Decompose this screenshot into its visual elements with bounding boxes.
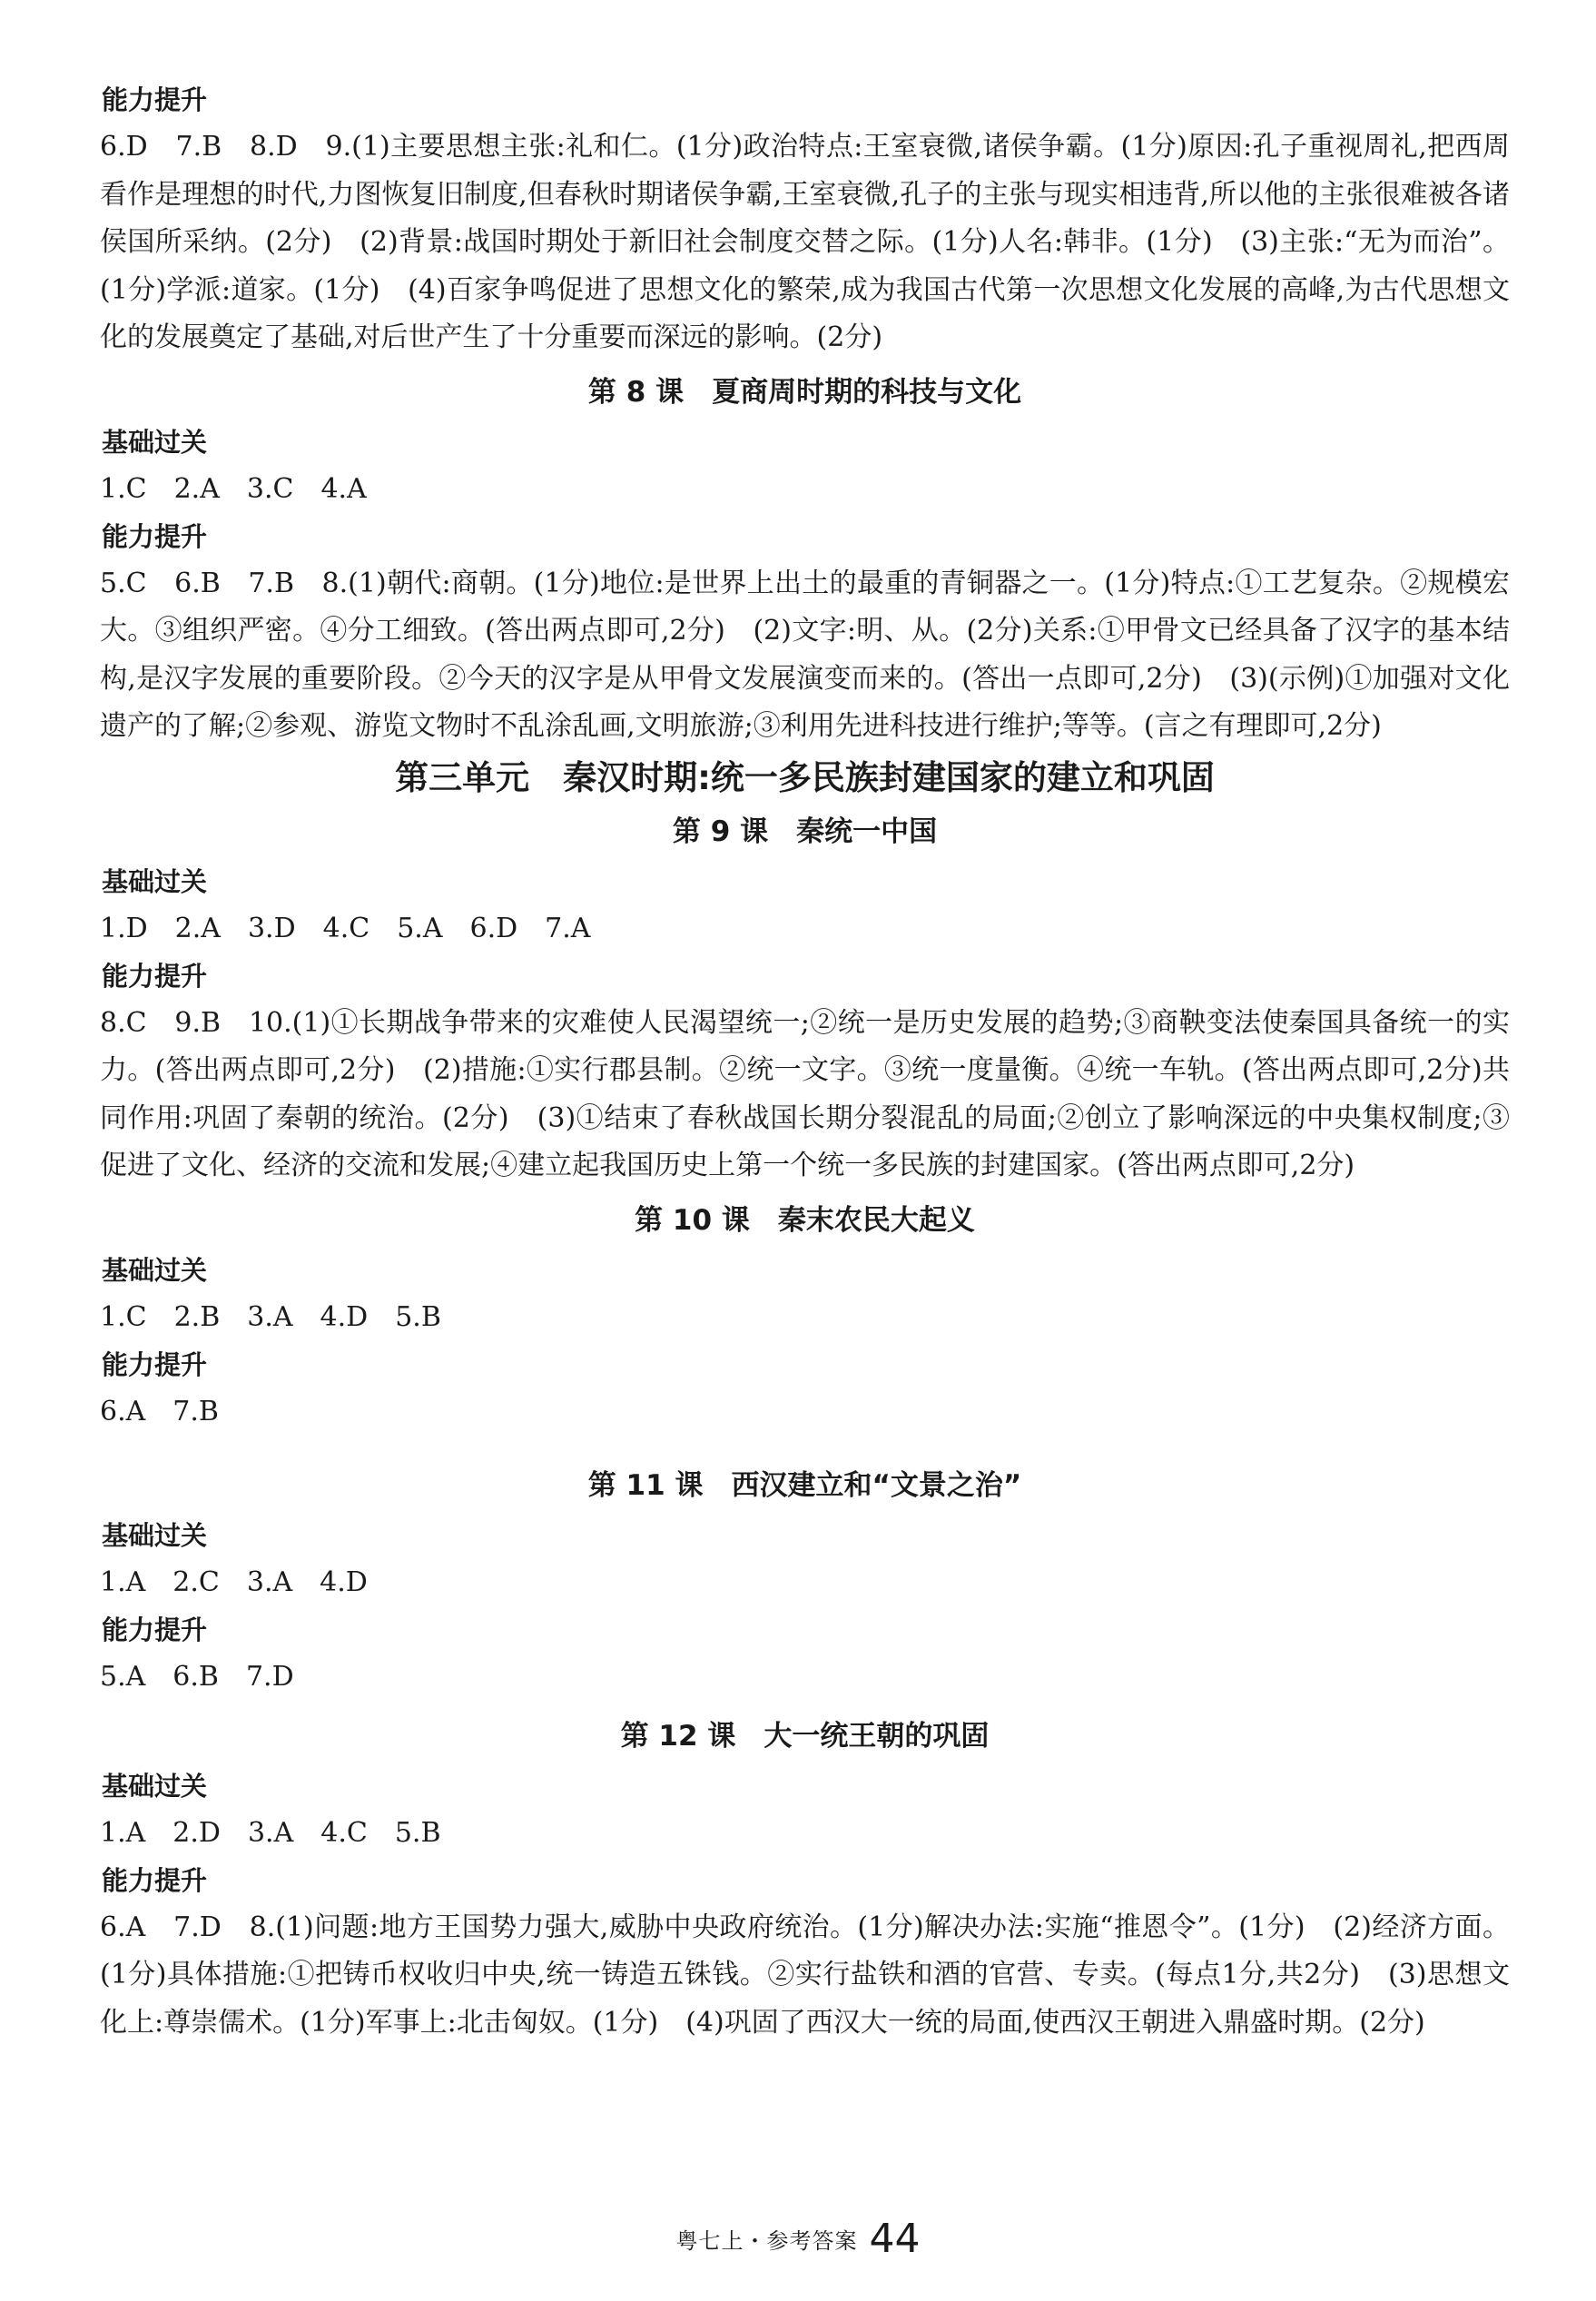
lesson8-section [100,366,1510,751]
lesson10-section [100,1194,1510,1436]
lesson-title: 第 11 课 西汉建立和“文景之治” [587,1468,1022,1502]
ability-answers: 8.C 9.B 10.(1)①长期战争带来的灾难使人民渴望统一;②统一是历史发展的趋势;③商鞅变法使秦国具备统一的实力。(答出两点即可,2分) (2)措施:①实行郡县制。②统一文字。③统一度量衡。④统一车轨。(答出两点即可,2分)共同作用:巩固了秦朝的统治。(2分) (3)①结束了春秋战国长期分裂混乱的局面;②创立了影响深远的中央集权制度;③促进了文化、经济的交流和发展;④建立起我国历史上第一个统一多民族的封建国家。(答出两点即可,2分) [100,1006,1510,1181]
basic-answers: 1.C 2.B 3.A 4.D 5.B [100,1300,441,1333]
page-number: 44 [869,2216,921,2262]
lesson-title: 第 8 课 夏商周时期的科技与文化 [587,375,1022,409]
footer-label: 粤七上・参考答案 [675,2228,858,2254]
lesson-title: 第 12 课 大一统王朝的巩固 [620,1719,990,1753]
lesson-title: 第 9 课 秦统一中国 [672,815,938,848]
basic-answers: 1.C 2.A 3.C 4.A [100,472,367,505]
ability-heading: 能力提升 [102,960,208,992]
ability-heading: 能力提升 [102,1614,208,1645]
basic-heading: 基础过关 [102,1254,208,1286]
ability-heading: 能力提升 [102,84,208,115]
ability-heading: 能力提升 [102,1348,208,1380]
ability-heading: 能力提升 [102,1864,208,1896]
basic-answers: 1.A 2.D 3.A 4.C 5.B [100,1816,441,1849]
ability-answers: 6.D 7.B 8.D 9.(1)主要思想主张:礼和仁。(1分)政治特点:王室衰微,诸侯争霸。(1分)原因:孔子重视周礼,把西周看作是理想的时代,力图恢复旧制度,但春秋时期诸侯争霸,王室衰微,孔子的主张与现实相违背,所以他的主张很难被各诸侯国所采纳。(2分) (2)背景:战国时期处于新旧社会制度交替之际。(1分)人名:韩非。(1分) (3)主张:“无为而治”。(1分)学派:道家。(1分) (4)百家争鸣促进了思想文化的繁荣,成为我国古代第一次思想文化发展的高峰,为古代思想文化的发展奠定了基础,对后世产生了十分重要而深远的影响。(2分) [100,131,1510,353]
basic-heading: 基础过关 [102,865,208,897]
basic-heading: 基础过关 [102,1770,208,1802]
basic-answers: 1.A 2.C 3.A 4.D [100,1565,368,1598]
ability-answers: 5.C 6.B 7.B 8.(1)朝代:商朝。(1分)地位:是世界上出土的最重的青铜器之一。(1分)特点:①工艺复杂。②规模宏大。③组织严密。④分工细致。(答出两点即可,2分) (2)文字:明、从。(2分)关系:①甲骨文已经具备了汉字的基本结构,是汉字发展的重要阶段。②今天的汉字是从甲骨文发展演变而来的。(答出一点即可,2分) (3)(示例)①加强对文化遗产的了解;②参观、游览文物时不乱涂乱画,文明旅游;③利用先进科技进行维护;等等。(言之有理即可,2分) [100,567,1510,742]
page-footer [0,2216,1596,2262]
lesson12-section [100,1710,1510,2048]
basic-heading: 基础过关 [102,426,208,458]
ability-answers: 6.A 7.B [100,1395,219,1427]
ability-answers: 5.A 6.B 7.D [100,1660,294,1693]
ability-answers: 6.A 7.D 8.(1)问题:地方王国势力强大,威胁中央政府统治。(1分)解决办法:实施“推恩令”。(1分) (2)经济方面。(1分)具体措施:①把铸币权收归中央,统一铸造五铢钱。②实行盐铁和酒的官营、专卖。(每点1分,共2分) (3)思想文化上:尊崇儒术。(1分)军事上:北击匈奴。(1分) (4)巩固了西汉大一统的局面,使西汉王朝进入鼎盛时期。(2分) [100,1911,1510,2039]
lesson-title: 第 10 课 秦末农民大起义 [635,1203,975,1237]
lesson9-section [100,805,1510,1190]
basic-heading: 基础过关 [102,1519,208,1551]
ability-heading: 能力提升 [102,520,208,552]
lesson7-ability-section [100,76,1510,362]
unit-title: 第三单元 秦汉时期:统一多民族封建国家的建立和巩固 [395,757,1215,797]
lesson11-section [100,1459,1510,1701]
basic-answers: 1.D 2.A 3.D 4.C 5.A 6.D 7.A [100,912,591,944]
